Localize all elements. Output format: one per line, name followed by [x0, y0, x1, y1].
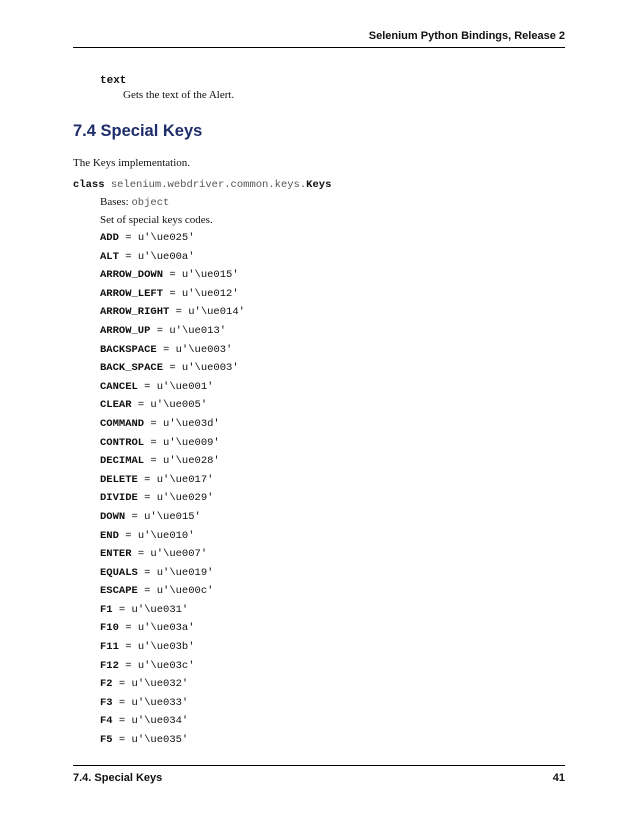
footer-section: 7.4. Special Keys: [73, 772, 163, 784]
key-name: CONTROL: [100, 436, 145, 449]
key-value: = u'\ue035': [118, 734, 189, 747]
key-name: DIVIDE: [100, 492, 138, 505]
key-name: DOWN: [100, 510, 126, 523]
class-keyword: class: [73, 179, 105, 191]
header-rule: [73, 47, 565, 48]
key-value: = u'\ue03b': [125, 641, 195, 654]
key-name: BACKSPACE: [100, 343, 157, 356]
key-name: COMMAND: [100, 417, 145, 430]
footer-rule: [73, 765, 565, 766]
key-entry: [100, 269, 245, 288]
key-value: = u'\ue03c': [125, 659, 195, 672]
key-value: = u'\ue015': [131, 510, 201, 523]
key-entry: [100, 678, 245, 697]
key-entry: [100, 548, 245, 567]
key-value: = u'\ue010': [125, 529, 195, 542]
section-title: 7.4 Special Keys: [73, 122, 203, 140]
key-name: F1: [100, 603, 113, 616]
class-module-path: selenium.webdriver.common.keys.: [110, 179, 307, 191]
key-name: F11: [100, 641, 119, 654]
key-name: ALT: [100, 250, 119, 263]
key-value: = u'\ue013': [156, 324, 227, 337]
key-value: = u'\ue017': [144, 473, 214, 486]
key-value: = u'\ue001': [144, 380, 214, 393]
key-value: = u'\ue009': [150, 436, 220, 449]
key-value: = u'\ue00a': [125, 250, 195, 263]
key-entry: [100, 362, 245, 381]
key-entry: [100, 492, 245, 511]
section-intro: The Keys implementation.: [73, 157, 190, 169]
key-entry: [100, 641, 245, 660]
class-signature: [73, 179, 331, 191]
key-name: ADD: [100, 232, 119, 244]
key-entry: [100, 530, 245, 549]
key-name: F3: [100, 696, 113, 709]
key-name: DELETE: [100, 473, 138, 486]
key-entry: [100, 288, 245, 307]
alert-text-attribute: text: [100, 75, 127, 87]
key-name: F5: [100, 734, 113, 747]
key-value: = u'\ue03d': [150, 417, 220, 430]
key-entry: [100, 232, 245, 251]
bases-value: object: [131, 197, 170, 209]
key-name: BACK_SPACE: [100, 362, 164, 375]
key-value: = u'\ue012': [169, 287, 239, 300]
key-entry: [100, 306, 245, 325]
key-entry: [100, 437, 245, 456]
key-entry: [100, 585, 245, 604]
key-entry: [100, 418, 245, 437]
key-value: = u'\ue019': [144, 566, 214, 579]
key-value: = u'\ue007': [137, 548, 208, 561]
alert-text-description: Gets the text of the Alert.: [123, 89, 235, 101]
key-name: ARROW_DOWN: [100, 269, 164, 282]
key-value: = u'\ue00c': [144, 585, 214, 598]
key-name: ARROW_LEFT: [100, 287, 164, 300]
key-name: DECIMAL: [100, 455, 145, 468]
key-value: = u'\ue005': [137, 399, 208, 412]
key-value: = u'\ue034': [118, 715, 189, 728]
key-name: ARROW_UP: [100, 324, 151, 337]
bases-label: Bases:: [100, 196, 129, 208]
key-name: F10: [100, 622, 119, 635]
key-value: = u'\ue015': [169, 269, 239, 282]
key-entry: [100, 344, 245, 363]
key-entry: [100, 715, 245, 734]
key-value: = u'\ue014': [175, 306, 245, 319]
keys-list: [100, 232, 245, 753]
key-name: ENTER: [100, 548, 132, 561]
class-name: Keys: [306, 179, 332, 191]
key-entry: [100, 455, 245, 474]
class-description: Set of special keys codes.: [100, 214, 213, 226]
key-entry: [100, 381, 245, 400]
key-value: = u'\ue03a': [125, 622, 195, 635]
key-entry: [100, 660, 245, 679]
key-name: F4: [100, 715, 113, 728]
key-value: = u'\ue032': [118, 678, 189, 691]
key-name: ARROW_RIGHT: [100, 306, 170, 319]
running-header: Selenium Python Bindings, Release 2: [368, 30, 565, 42]
key-entry: [100, 697, 245, 716]
key-name: ESCAPE: [100, 585, 138, 598]
key-entry: [100, 604, 245, 623]
key-entry: [100, 567, 245, 586]
key-name: END: [100, 529, 119, 542]
key-entry: [100, 399, 245, 418]
key-name: CLEAR: [100, 399, 132, 412]
key-entry: [100, 474, 245, 493]
key-entry: [100, 325, 245, 344]
key-name: EQUALS: [100, 566, 138, 579]
key-entry: [100, 251, 245, 270]
key-value: = u'\ue031': [118, 603, 189, 616]
key-entry: [100, 511, 245, 530]
key-entry: [100, 622, 245, 641]
key-value: = u'\ue033': [118, 696, 189, 709]
key-value: = u'\ue029': [144, 492, 214, 505]
class-bases: [100, 196, 169, 209]
key-name: F2: [100, 678, 113, 691]
key-value: = u'\ue025': [125, 232, 195, 244]
key-name: CANCEL: [100, 380, 138, 393]
key-entry: [100, 734, 245, 753]
page-number: 41: [552, 772, 565, 784]
key-value: = u'\ue003': [163, 343, 233, 356]
key-name: F12: [100, 659, 119, 672]
key-value: = u'\ue003': [169, 362, 239, 375]
key-value: = u'\ue028': [150, 455, 220, 468]
